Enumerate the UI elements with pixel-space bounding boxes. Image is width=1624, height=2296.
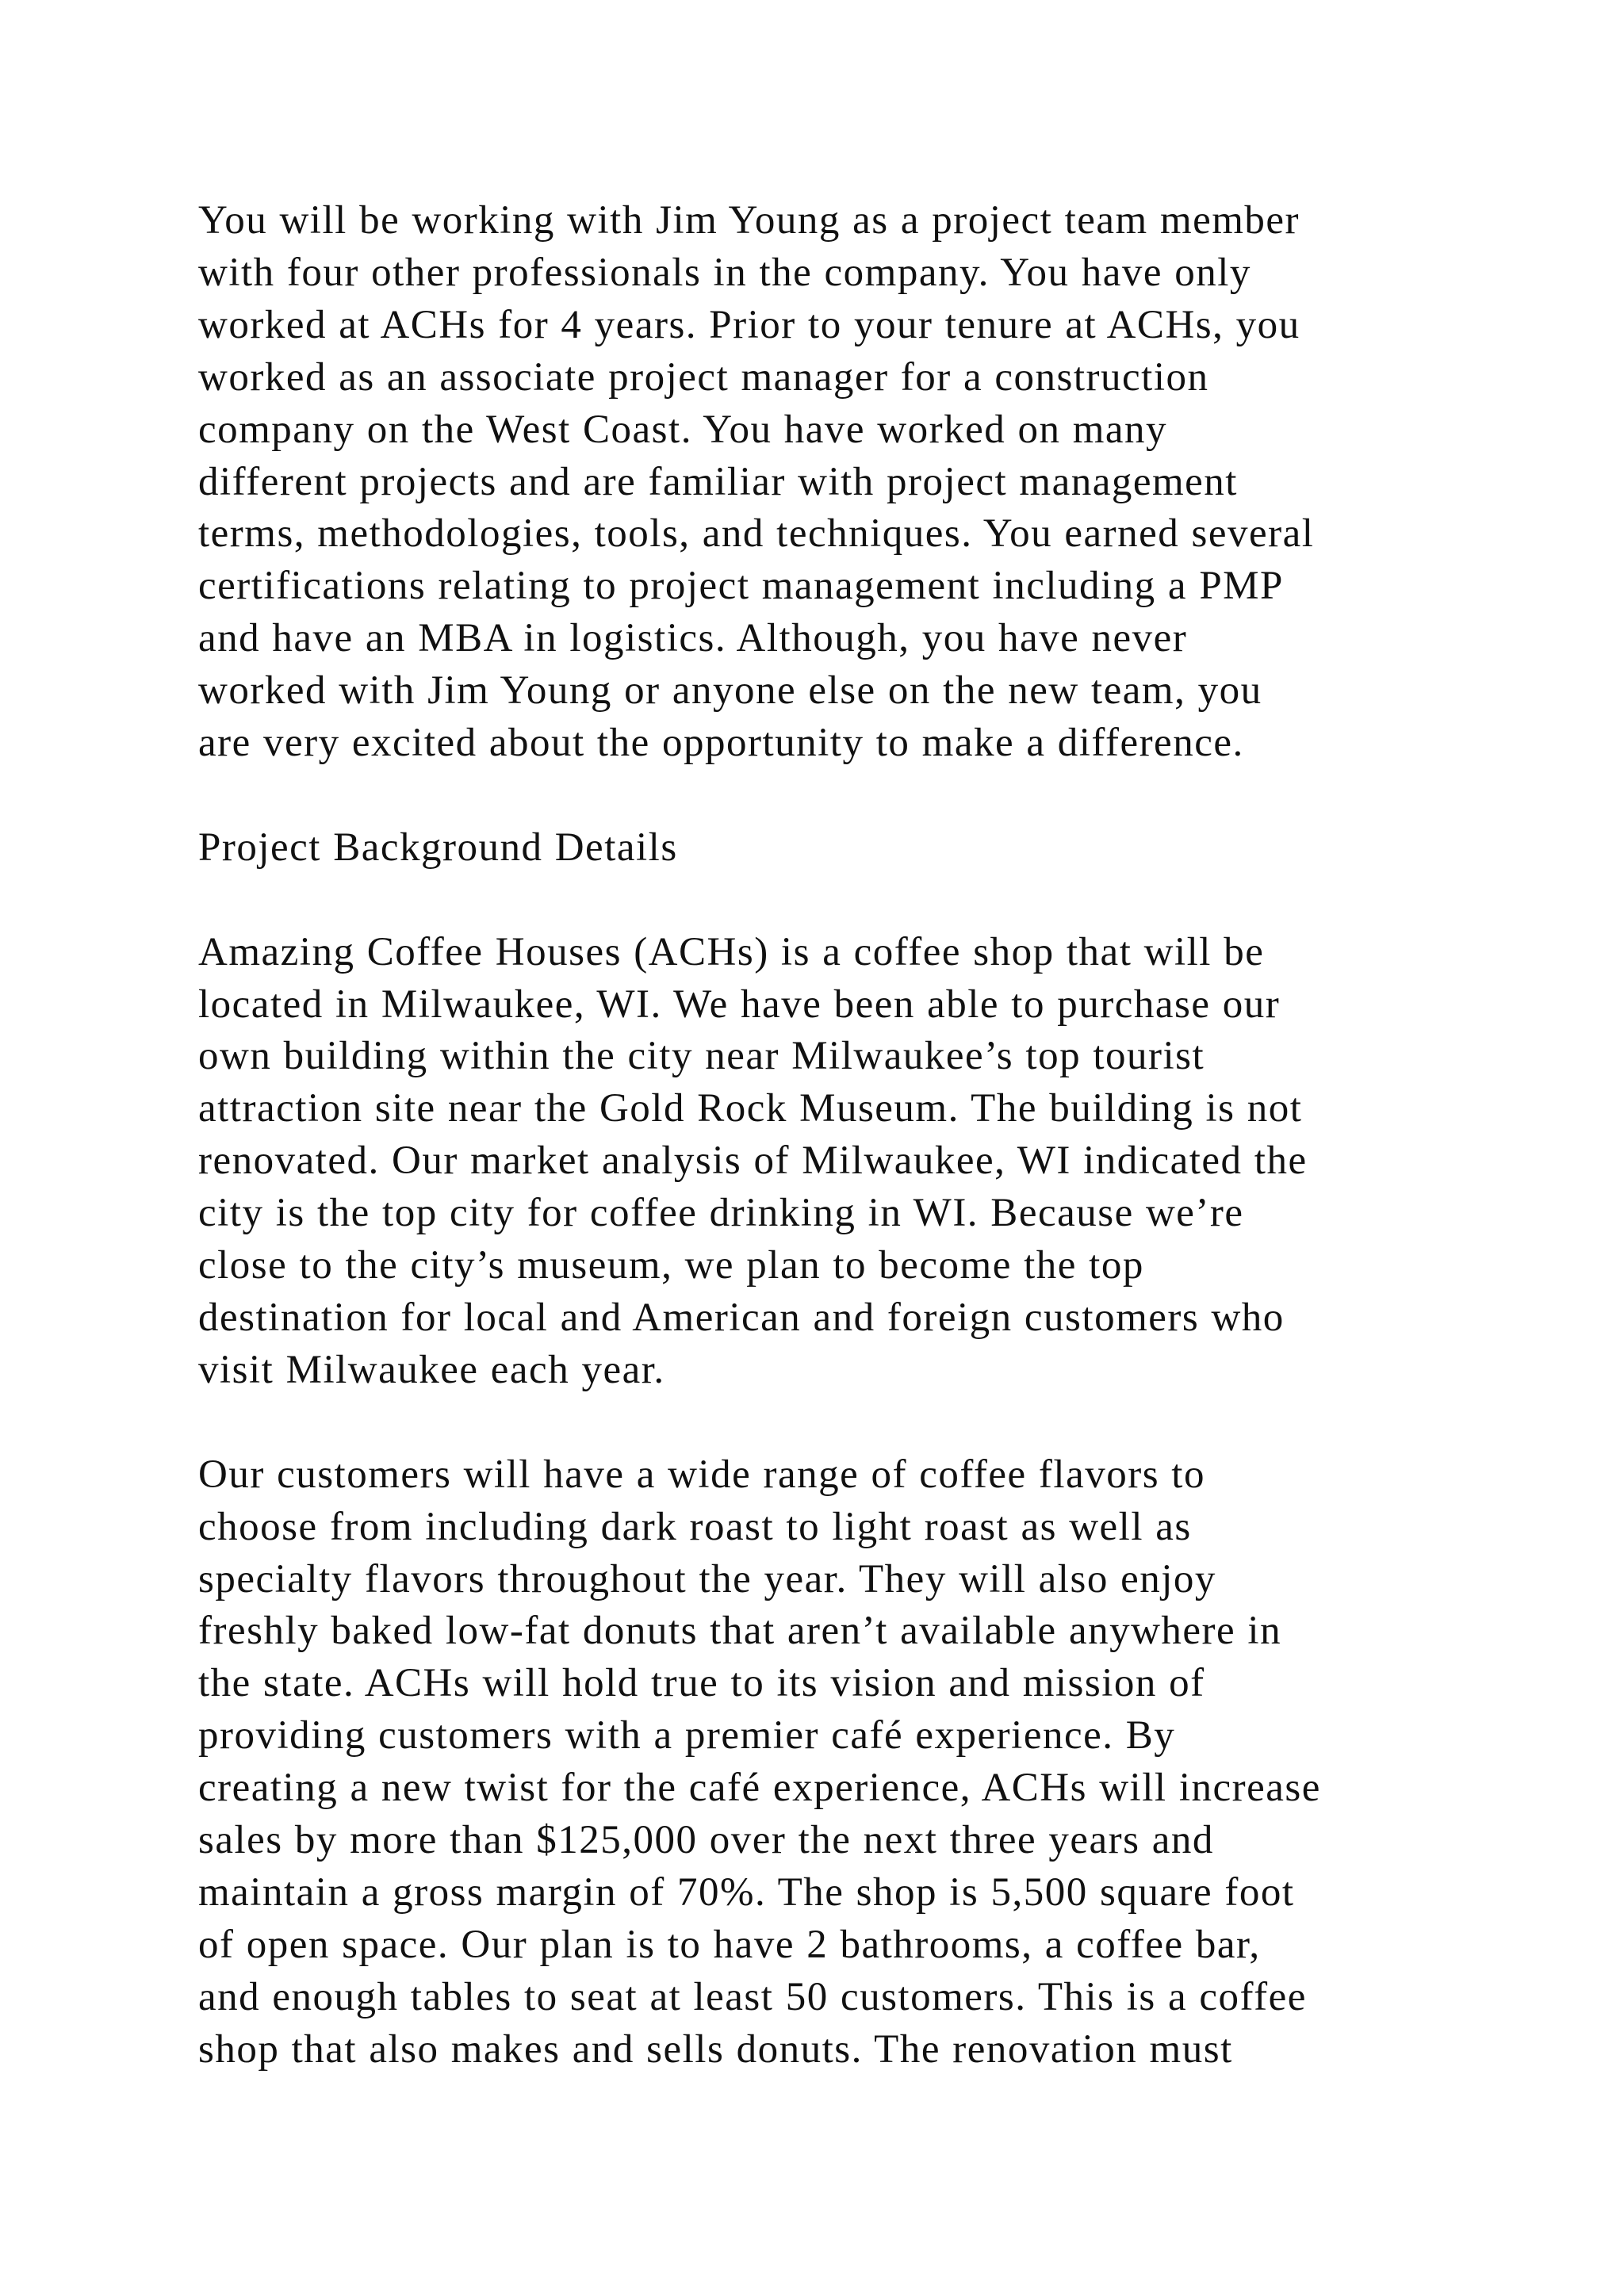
text-line: the state. ACHs will hold true to its vision and mission of [198,1661,1205,1706]
document-body [198,195,1467,2128]
text-line: worked with Jim Young or anyone else on the new team, you [198,668,1262,714]
customers-paragraph [198,1449,1467,2076]
text-line: choose from including dark roast to light roast as well as [198,1504,1192,1549]
text-line: city is the top city for coffee drinking in WI. Because we’re [198,1191,1244,1236]
text-line: terms, methodologies, tools, and techniques. You earned several [198,511,1315,557]
text-line: and enough tables to seat at least 50 customers. This is a coffee [198,1974,1307,2019]
text-line: and have an MBA in logistics. Although, you have never [198,616,1188,661]
text-line: are very excited about the opportunity to make a difference. [198,721,1244,766]
text-line: Amazing Coffee Houses (ACHs) is a coffee shop that will be [198,929,1265,974]
text-line: own building within the city near Milwaukee’s top tourist [198,1034,1205,1079]
text-line: certifications relating to project management including a PMP [198,564,1284,609]
text-line: of open space. Our plan is to have 2 bathrooms, a coffee bar, [198,1922,1261,1967]
heading-text: Project Background Details [198,825,678,870]
text-line: freshly baked low-fat donuts that aren’t available anywhere in [198,1609,1282,1654]
text-line: shop that also makes and sells donuts. The renovation must [198,2026,1233,2072]
intro-paragraph [198,195,1467,770]
text-line: Our customers will have a wide range of coffee flavors to [198,1452,1205,1497]
text-line: with four other professionals in the company. You have only [198,250,1251,295]
text-line: located in Milwaukee, WI. We have been able to purchase our [198,982,1281,1027]
text-line: worked as an associate project manager for a construction [198,354,1209,400]
text-line: attraction site near the Gold Rock Museum. The building is not [198,1086,1303,1131]
text-line: different projects and are familiar with project management [198,459,1238,504]
text-line: company on the West Coast. You have worked on many [198,407,1168,452]
text-line: renovated. Our market analysis of Milwaukee, WI indicated the [198,1138,1308,1184]
text-line: worked at ACHs for 4 years. Prior to your tenure at ACHs, you [198,302,1300,347]
text-line: specialty flavors throughout the year. They will also enjoy [198,1556,1216,1601]
text-line: providing customers with a premier café experience. By [198,1713,1176,1758]
text-line: sales by more than $125,000 over the next three years and [198,1818,1214,1863]
text-line: creating a new twist for the café experience, ACHs will increase [198,1766,1321,1811]
text-line: maintain a gross margin of 70%. The shop is 5,500 square foot [198,1869,1295,1915]
text-line: close to the city’s museum, we plan to become the top [198,1243,1144,1288]
section-heading [198,822,1467,874]
text-line: destination for local and American and foreign customers who [198,1295,1285,1340]
background-paragraph [198,927,1467,1397]
text-line: You will be working with Jim Young as a project team member [198,198,1300,243]
text-line: visit Milwaukee each year. [198,1347,665,1392]
